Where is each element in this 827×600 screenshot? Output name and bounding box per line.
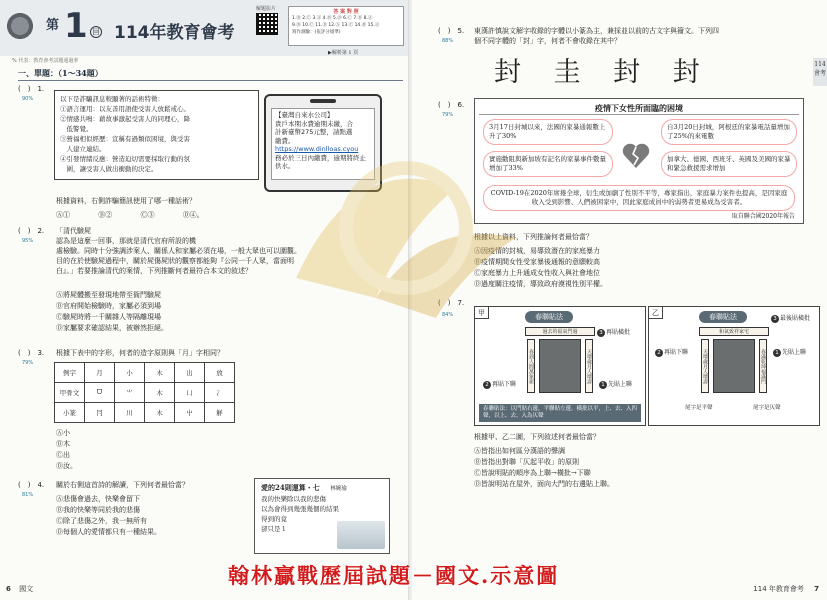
option-b[interactable]: Ⓑ皆指出對聯「仄起平收」的原則 (474, 458, 579, 466)
question-number-2: ( ) 2. (18, 227, 45, 235)
poem-illustration (337, 521, 385, 549)
poem-author: 林婉瑜 (330, 486, 347, 492)
options-1 (56, 210, 223, 220)
right-page (412, 0, 827, 600)
left-page (0, 0, 410, 600)
step-2-label-a (483, 379, 516, 389)
option-c[interactable]: Ⓒ家庭暴力上升通成女性收入與社會地位 (474, 269, 600, 277)
table-cell: 屮 (175, 403, 205, 423)
step-3-label-b (771, 313, 810, 323)
step-1-text: 先貼上聯 (608, 381, 633, 388)
option-a[interactable]: Ⓐ悲傷會過去，快樂會留下 (56, 495, 140, 503)
box-line: 低警覺。 (60, 125, 93, 133)
scam-features-box (54, 90, 259, 180)
infographic-title: 疫情下女性所面臨的困境 (595, 103, 683, 113)
table-cell: ⺌ (115, 383, 145, 403)
option-c[interactable]: Ⓒ③ (140, 211, 155, 219)
step-1-text: 先貼上聯 (782, 349, 807, 356)
infographic-title-divider (479, 114, 799, 115)
step-3-icon: 3 (771, 315, 779, 323)
question-stem-5 (474, 26, 814, 46)
box-line: 人建立連結。 (60, 145, 106, 153)
sms-line: 貴戶本期水費逾期未繳，合 (275, 119, 353, 128)
stem-line: 白』。」若要推論清代的案情，下列推斷何者最符合本文的敘述？ (56, 267, 252, 275)
table-header-cell: 放 (205, 363, 235, 383)
page-title: 114年教育會考 (114, 23, 235, 43)
stem-line: 「清代驗屍 (56, 227, 91, 235)
box-line: ③營福相似經歷：宣稱有過類似困境，與受害 (60, 135, 190, 143)
step-2-text: 再貼下聯 (664, 349, 689, 356)
table-header-cell: 小 (115, 363, 145, 383)
door-b (713, 339, 755, 393)
options-3 (56, 428, 77, 472)
box-line: 以下是詐騙訊息較顯著的話術特徵： (60, 95, 164, 103)
table-cell: 甲骨文 (55, 383, 85, 403)
question-stem-2 (56, 226, 396, 276)
pass-rate-4: 81% (22, 492, 34, 498)
pass-rate-1: 90% (22, 96, 34, 102)
option-c[interactable]: Ⓒ除了悲傷之外，我一無所有 (56, 517, 147, 525)
pandemic-infographic (474, 98, 804, 224)
poem-line: 以為會得到幾張幾個的結果 (261, 505, 339, 513)
footer-left (6, 584, 33, 594)
box-line: ④引發情緒反應：營造迫切需要採取行動的氛 (60, 155, 190, 163)
sms-line: 【臺灣自來水公司】 (275, 111, 334, 119)
pass-rate-3: 79% (22, 360, 34, 366)
option-b[interactable]: Ⓑ官府開始檢驗時，家屬必須到場 (56, 302, 161, 310)
phone-screen (271, 108, 375, 180)
panel-label-a: 甲 (475, 307, 489, 319)
step-3-icon: 3 (597, 329, 605, 337)
infographic-cell-singapore: 實施勸阻與新加坡有記名的家暴事件數量增加了33% (483, 151, 613, 177)
table-header-cell: 例字 (55, 363, 85, 383)
question-number-5: ( ) 5. (438, 27, 465, 35)
couplet-right-a: 天增歲月人增壽 (585, 339, 593, 393)
option-d[interactable]: Ⓓ④。 (182, 211, 204, 219)
pass-rate-6: 79% (442, 112, 454, 118)
answer-key-row: 寫作測驗：(依評分規準) (292, 30, 341, 35)
question-stem-7: 根據甲、乙二圖，下列敘述何者最恰當？ (474, 433, 600, 441)
binoculars-icon (0, 0, 40, 48)
option-a[interactable]: Ⓐ皆指出如何區分漢語的聲調 (474, 447, 565, 455)
character-table (54, 362, 235, 423)
table-cell: 冫 (205, 383, 235, 403)
question-number-3: ( ) 3. (18, 349, 45, 357)
option-a[interactable]: Ⓐ小 (56, 429, 70, 437)
option-c[interactable]: Ⓒ皆說明貼的順序為上聯→橫批→下聯 (474, 469, 591, 477)
door-lintel-a: 過去的福氣門過 (525, 327, 595, 336)
option-b[interactable]: Ⓑ我的快樂等同於我的悲傷 (56, 506, 140, 514)
page-number-left: 6 (6, 585, 11, 593)
question-stem-6: 根據以上資料，下列推論何者最恰當？ (474, 233, 593, 241)
page-number-right: 7 (814, 585, 819, 593)
option-d[interactable]: Ⓓ汝。 (56, 462, 77, 470)
table-cell: 木 (145, 383, 175, 403)
infographic-footnote: COVID-19在2020年席捲全球，衍生或加劇了性別不平等，專家指出，家庭暴力案件也提高，是因家庭收入受到影響、人們被困家中，因此家庭成員中的弱勢者更易成為受害者。 (483, 185, 795, 211)
step-3-text: 再貼橫批 (606, 329, 631, 336)
couplet-left-a: 春到人間萬象新 (527, 339, 535, 393)
step-2-icon: 2 (655, 349, 663, 357)
stem-line: 處檢驗。同時十分強調涉案人、關係人和家屬必須在場，一般大眾也可以圍觀。 (56, 247, 301, 255)
step-2-text: 再貼下聯 (492, 381, 517, 388)
question-number-7: ( ) 7. (438, 299, 465, 307)
option-a[interactable]: Ⓐ① (56, 211, 70, 219)
infographic-cell-others: 加拿大、德國、西班牙、英國及美國的家暴和緊急救援需求增加 (661, 151, 797, 177)
pass-rate-7: 84% (442, 312, 454, 318)
step-3-label-a (597, 327, 630, 337)
options-6 (474, 246, 607, 290)
option-a[interactable]: Ⓐ因疫情的封城，易導致潛在的家庭暴力 (474, 247, 600, 255)
stem-line: 認為是這麼一回事，那就是清代官府所設的機 (56, 237, 196, 245)
options-4 (56, 494, 161, 538)
option-a[interactable]: Ⓐ將屍體搬至發現地帶至衙門驗屍 (56, 291, 161, 299)
option-c[interactable]: Ⓒ出 (56, 451, 70, 459)
question-number-4: ( ) 4. (18, 481, 45, 489)
table-cell: ᗜ (85, 383, 115, 403)
side-tab (813, 58, 827, 86)
chapter-digit: 1 (64, 6, 88, 46)
poem-title-row (261, 483, 383, 494)
answer-key-title: 答 案 對 照 (333, 9, 359, 15)
poem-box (254, 478, 390, 554)
poem-line: 我的快樂除以我的悲傷 (261, 495, 326, 503)
sms-line: 務必於三日內繳費，逾期將終止供水。 (275, 153, 366, 170)
footer-subject: 國文 (19, 585, 34, 593)
couplet-panel-a (474, 306, 646, 426)
step-1-icon: 1 (599, 381, 607, 389)
panel-note-a: 春聯貼法：以門貼右邊，平聯貼左邊，橫批以平，上、去、入四聲，以上、去、入為仄聲 (479, 404, 641, 422)
pass-rate-2: 95% (22, 238, 34, 244)
side-tab-year: 114 (814, 61, 826, 68)
step-1-icon: 1 (773, 349, 781, 357)
option-d[interactable]: Ⓓ每個人的愛情都只有一種結果。 (56, 528, 161, 536)
step-1-label-a (599, 379, 632, 389)
table-header-cell: 出 (175, 363, 205, 383)
side-tab-label: 會考 (813, 70, 826, 77)
qr-label: 解題影片 (256, 6, 277, 12)
stem-line: 目的在於使驗屍過程中，關於屍傷屍狀的觀察都能夠『公同一千人眾，當面明 (56, 257, 294, 265)
solution-link[interactable]: ▶解析第 1 頁 (328, 50, 359, 56)
question-stem-1: 根據資料，右側詐騙簡訊使用了哪一種話術？ (56, 197, 196, 205)
option-d[interactable]: Ⓓ皆說明站在屋外，面向大門的右邊貼上聯。 (474, 480, 614, 488)
couplet-left-b: 天增歲月人增壽 (701, 339, 709, 393)
question-number-1: ( ) 1. (18, 85, 45, 93)
table-cell: 凵 (175, 383, 205, 403)
option-d[interactable]: Ⓓ家屬要求確認結果，被辦然拒絕。 (56, 324, 168, 332)
poem-line: 得到的竟 (261, 515, 287, 523)
qr-code-icon[interactable] (256, 13, 278, 35)
options-2 (56, 290, 168, 334)
table-cell: 川 (115, 403, 145, 423)
step-2-icon: 2 (483, 381, 491, 389)
question-number-6: ( ) 6. (438, 101, 465, 109)
panel-heading-b: 春聯貼法 (699, 311, 747, 323)
stem-line: 東漢許慎說文解字收錄的字體以小篆為主，兼採並以前的古文字與籀文。下列四 (474, 27, 719, 35)
section-title: 一、單題：（1～34題） (18, 68, 103, 78)
tone-label-left: 尾字是平聲 (685, 405, 713, 411)
pass-rate-legend: % 代表：教育會考試題通過率 (12, 58, 79, 64)
option-b[interactable]: Ⓑ木 (56, 440, 70, 448)
box-line: 圍，讓受害人做出衝動的決定。 (60, 165, 158, 173)
infographic-cell-argentina: 自3月20日封城，阿根廷的家暴電話量增加了25%的來電數 (661, 119, 797, 145)
pass-rate-5: 88% (442, 38, 454, 44)
poem-line: 卻只是１ (261, 525, 287, 533)
table-cell: 小篆 (55, 403, 85, 423)
sms-line: 計新臺幣275元整，請點選 (275, 128, 353, 136)
answer-key-box (288, 6, 404, 46)
poem-title: 愛的24則運算・七 (261, 483, 320, 492)
phone-speaker (310, 99, 336, 103)
couplet-panel-b (648, 306, 820, 426)
table-cell: 觧 (205, 403, 235, 423)
broken-heart-icon (621, 141, 651, 171)
sms-line: 繳費。 (275, 136, 295, 145)
step-2-label-b (655, 347, 688, 357)
answer-key-row: 9.Ⓑ 10.Ⓒ 11.Ⓓ 12.Ⓐ 13.Ⓒ 14.Ⓑ 15.Ⓐ (292, 23, 380, 28)
option-b[interactable]: Ⓑ② (98, 211, 113, 219)
chapter-prefix: 第 (46, 18, 60, 33)
chapter-number (46, 8, 106, 44)
option-c[interactable]: Ⓒ驗屍時將一千關雜人等隔離現場 (56, 313, 161, 321)
chapter-suffix: 回 (90, 26, 102, 38)
panel-label-b: 乙 (649, 307, 663, 319)
question-stem-4: 關於右側這首詩的解讀，下列何者最恰當？ (56, 481, 189, 489)
infographic-source: 取自聯合國2020年報告 (731, 213, 795, 220)
tone-label-right: 尾字是仄聲 (753, 405, 781, 411)
footer-title: 114 年教育會考 (753, 585, 804, 593)
table-cell: 木 (145, 403, 175, 423)
door-lintel-b: 和氣致祥家宅 (699, 327, 769, 336)
step-1-label-b (773, 347, 806, 357)
table-header-cell: 木 (145, 363, 175, 383)
footer-right (753, 584, 819, 594)
door-a (539, 339, 581, 393)
box-line: ②情感共鳴：藉故事激起受害人的同理心，降 (60, 115, 190, 123)
couplet-right-b: 春滿乾坤福滿門 (759, 339, 767, 393)
question-stem-3: 根據下表中的字形，何者的造字原則與「月」字相同？ (56, 349, 224, 357)
phone-illustration (264, 94, 382, 192)
option-b[interactable]: Ⓑ疫情期間女性受家暴後通報的意願較高 (474, 258, 600, 266)
infographic-cell-france: 3月17日封城以來，法國的家暴通報數上升了30% (483, 119, 613, 145)
watermark-caption: 翰林贏戰歷屆試題－國文.示意圖 (228, 563, 560, 588)
option-d[interactable]: Ⓓ過度關注疫情，導致政府漠視性別平權。 (474, 280, 607, 288)
box-line: ①語言運用：以友善用語使受害人放鬆戒心。 (60, 105, 190, 113)
feng-glyphs: 封 圭 封 封 (494, 57, 712, 88)
step-3-text: 最後貼橫批 (780, 315, 811, 322)
panel-heading-a: 春聯貼法 (525, 311, 573, 323)
sms-link[interactable]: https://www.dinlloas.cyou (275, 145, 359, 153)
stem-line: 個不同字體的「封」字，何者不會收錄在其中？ (474, 37, 621, 45)
table-header-cell: 月 (85, 363, 115, 383)
answer-key-row: 1.Ⓑ 2.Ⓒ 3.Ⓐ 4.Ⓑ 5.Ⓓ 6.Ⓒ 7.Ⓓ 8.Ⓐ (292, 16, 373, 21)
section-divider (18, 80, 403, 81)
options-7 (474, 446, 614, 490)
table-cell: 冃 (85, 403, 115, 423)
